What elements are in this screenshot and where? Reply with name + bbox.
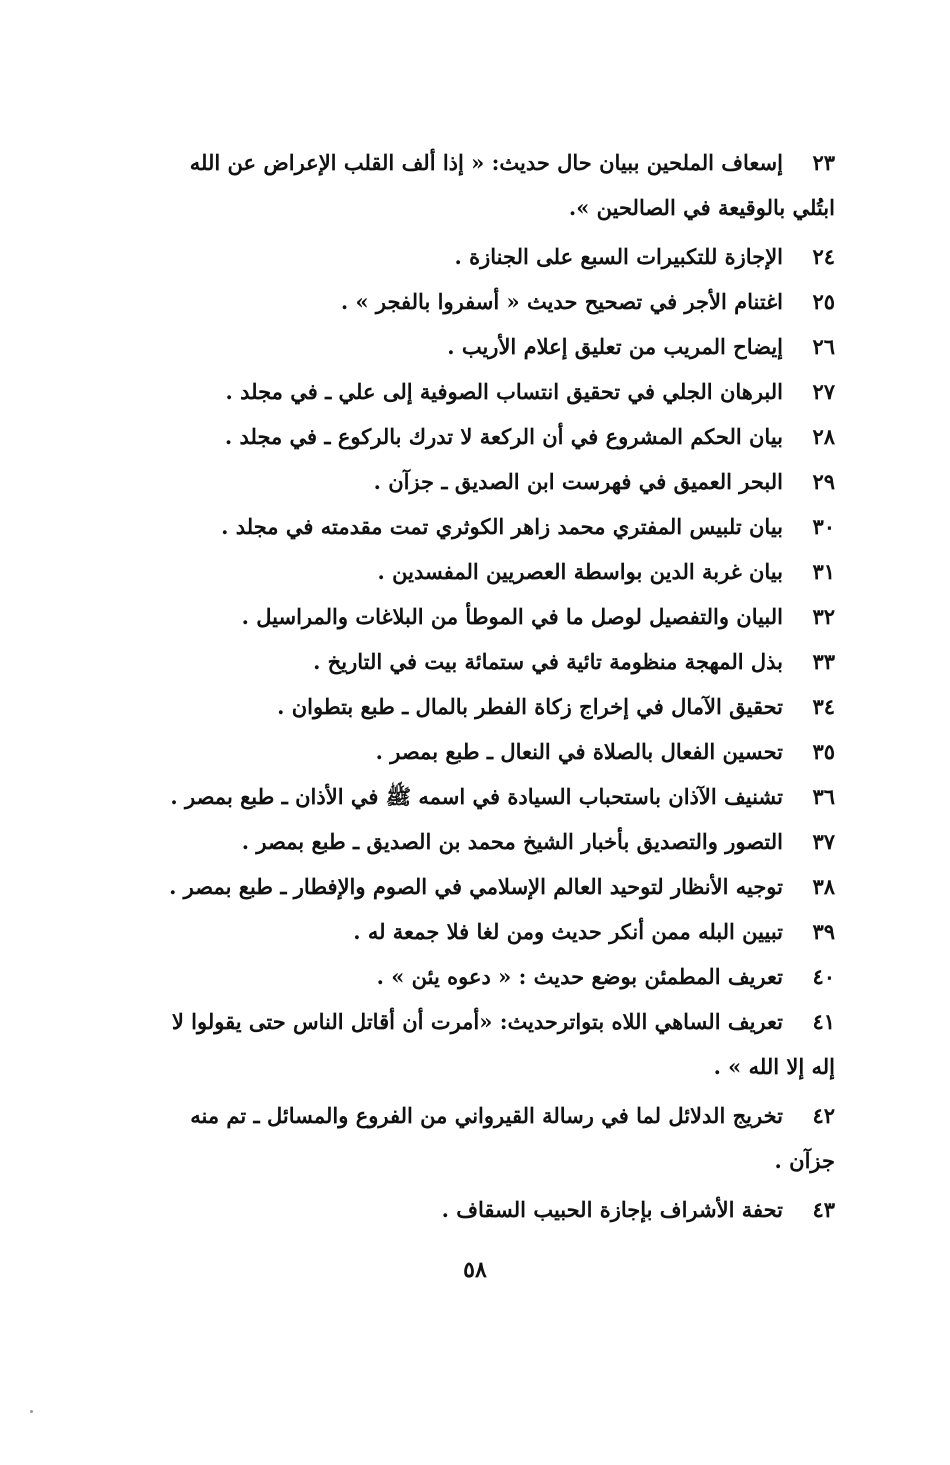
- list-item: [110, 774, 835, 819]
- item-text: الإجازة للتكبيرات السبع على الجنازة .: [454, 244, 783, 269]
- item-number: ٣٤: [812, 694, 835, 719]
- item-text: البحر العميق في فهرست ابن الصديق ـ جزآن .: [373, 469, 783, 494]
- list-item: [110, 594, 835, 639]
- list-item: [110, 819, 835, 864]
- item-number: ٣٣: [812, 649, 835, 674]
- item-text-continuation: ابتُلي بالوقيعة في الصالحين ».: [568, 195, 835, 220]
- list-item: [110, 999, 835, 1089]
- list-item: [110, 459, 835, 504]
- item-text: تشنيف الآذان باستحباب السيادة في اسمه ﷺ في الأذان ـ طبع بمصر .: [170, 784, 783, 809]
- item-text: بيان الحكم المشروع في أن الركعة لا تدرك بالركوع ـ في مجلد .: [224, 424, 783, 449]
- item-text: بيان غربة الدين بواسطة العصريين المفسدين .: [377, 559, 783, 584]
- item-number: ٣٨: [812, 874, 835, 899]
- list-item: [110, 140, 835, 230]
- list-item: [110, 954, 835, 999]
- item-number: ٢٨: [812, 424, 835, 449]
- list-item: [110, 909, 835, 954]
- item-number: ٢٧: [812, 379, 835, 404]
- item-number: ٤٣: [812, 1197, 835, 1222]
- item-number: ٣٩: [812, 919, 835, 944]
- item-text: بيان تلبيس المفتري محمد زاهر الكوثري تمت مقدمته في مجلد .: [221, 514, 783, 539]
- list-item: [110, 684, 835, 729]
- item-text: التصور والتصديق بأخبار الشيخ محمد بن الصديق ـ طبع بمصر .: [241, 829, 783, 854]
- list-item: [110, 369, 835, 414]
- item-text: اغتنام الأجر في تصحيح حديث « أسفروا بالفجر » .: [340, 289, 783, 314]
- item-text: تحفة الأشراف بإجازة الحبيب السقاف .: [441, 1197, 783, 1222]
- item-text: البرهان الجلي في تحقيق انتساب الصوفية إلى علي ـ في مجلد .: [225, 379, 783, 404]
- list-item: [110, 279, 835, 324]
- item-number: ٤٢: [812, 1103, 835, 1128]
- list-item: [110, 234, 835, 279]
- item-number: ٣٢: [812, 604, 835, 629]
- item-number: ٤٠: [812, 964, 835, 989]
- item-number: ٣١: [812, 559, 835, 584]
- list-item: [110, 504, 835, 549]
- list-item: [110, 864, 835, 909]
- item-text-continuation: إله إلا الله » .: [713, 1054, 835, 1079]
- item-number: ٢٣: [812, 150, 835, 175]
- item-number: ٣٠: [812, 514, 835, 539]
- item-text: إيضاح المريب من تعليق إعلام الأريب .: [447, 334, 783, 359]
- list-item: [110, 1187, 835, 1232]
- item-text: تعريف المطمئن بوضع حديث : « دعوه يئن » .: [376, 964, 783, 989]
- item-text-line: إسعاف الملحين ببيان حال حديث: « إذا ألف القلب الإعراض عن الله: [189, 150, 783, 175]
- item-text: بذل المهجة منظومة تائية في ستمائة بيت في التاريخ .: [313, 649, 783, 674]
- margin-speck: [30, 1410, 33, 1413]
- item-number: ٣٧: [812, 829, 835, 854]
- item-number: ٢٤: [812, 244, 835, 269]
- item-number: ٢٥: [812, 289, 835, 314]
- page-number: ٥٨: [463, 1257, 487, 1283]
- item-text-line: تعريف الساهي اللاه بتواترحديث: «أمرت أن أقاتل الناس حتى يقولوا لا: [171, 1009, 783, 1034]
- list-item: [110, 414, 835, 459]
- list-item: [110, 1093, 835, 1183]
- document-body: [110, 140, 835, 1232]
- list-item: [110, 639, 835, 684]
- item-number: ٤١: [812, 1009, 835, 1034]
- list-item: [110, 549, 835, 594]
- list-item: [110, 729, 835, 774]
- item-text: تحقيق الآمال في إخراج زكاة الفطر بالمال ـ طبع بتطوان .: [277, 694, 783, 719]
- item-text: تحسين الفعال بالصلاة في النعال ـ طبع بمصر .: [375, 739, 783, 764]
- item-text-continuation: جزآن .: [774, 1148, 835, 1173]
- item-number: ٣٦: [812, 784, 835, 809]
- book-list: [110, 140, 835, 1232]
- item-text: توجيه الأنظار لتوحيد العالم الإسلامي في الصوم والإفطار ـ طبع بمصر .: [169, 874, 783, 899]
- item-text-line: تخريج الدلائل لما في رسالة القيرواني من الفروع والمسائل ـ تم منه: [190, 1103, 783, 1128]
- item-text: تبيين البله ممن أنكر حديث ومن لغا فلا جمعة له .: [353, 919, 783, 944]
- item-number: ٢٦: [812, 334, 835, 359]
- item-number: ٣٥: [812, 739, 835, 764]
- item-text: البيان والتفصيل لوصل ما في الموطأ من البلاغات والمراسيل .: [241, 604, 783, 629]
- list-item: [110, 324, 835, 369]
- item-number: ٢٩: [812, 469, 835, 494]
